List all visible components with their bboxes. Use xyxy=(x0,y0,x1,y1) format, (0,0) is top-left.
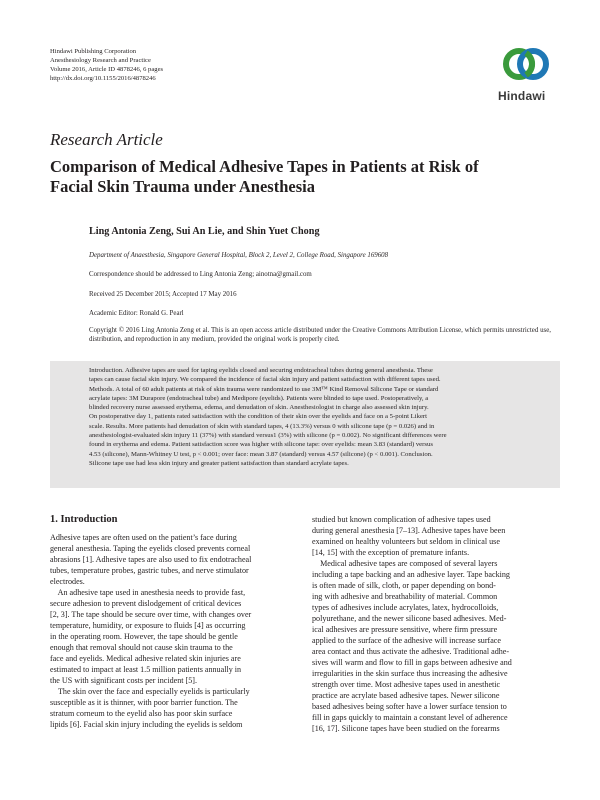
article-type: Research Article xyxy=(50,130,163,149)
body-line: lipids [6]. Facial skin injury including the eyelids is seldom xyxy=(50,720,243,729)
body-line: stratum corneum to the eyelid also has poor skin surface xyxy=(50,709,233,718)
body-line: Medical adhesive tapes are composed of several layers xyxy=(312,559,498,568)
academic-editor: Academic Editor: Ronald G. Pearl xyxy=(89,310,184,317)
body-line: area contact and thus activate the adhesive. Traditional adhe- xyxy=(312,647,510,656)
body-line: in the operating room. However, the tape should be gentle xyxy=(50,632,238,641)
affiliation: Department of Anaesthesia, Singapore General Hospital, Block 2, Level 2, College Road, Singapore 169608 xyxy=(89,252,389,259)
body-line: ical adhesives are pressure sensitive, where firm pressure xyxy=(312,625,498,634)
body-line: the US with significant costs per incident [5]. xyxy=(50,676,198,685)
body-line: general anesthesia. Taping the eyelids closed prevents corneal xyxy=(50,544,251,553)
hindawi-logo-text: Hindawi xyxy=(498,89,546,103)
journal-name: Anesthesiology Research and Practice xyxy=(50,57,151,64)
body-line: applied to the surface of the adhesive will increase surface xyxy=(312,636,501,645)
abstract-line: anesthesiologist-evaluated skin injury 11 (37%) with standard versus1 (3%) with silicone (p = 0.002). No significant differences were xyxy=(89,432,447,440)
copyright-notice: Copyright © 2016 Ling Antonia Zeng et al. This is an open access article distributed under the Creative Commons Attribution License, which permits unrestricted use, distribution, and reproduction in any medium, provided the original work is properly cited. xyxy=(89,327,551,344)
body-line: polyurethane, and the newer silicone based adhesives. Med- xyxy=(312,614,507,623)
body-line: including a tape backing and an adhesive layer. Tape backing xyxy=(312,570,510,579)
body-line: sives will warm and flow to fill in gaps between adhesive and xyxy=(312,658,512,667)
body-line: [16, 17]. Silicone tapes have been studied on the forearms xyxy=(312,724,500,733)
article-title xyxy=(50,157,560,197)
title-line: Comparison of Medical Adhesive Tapes in Patients at Risk of xyxy=(50,157,479,176)
body-line: electrodes. xyxy=(50,577,85,586)
body-line: types of adhesives include acrylates, latex, hydrocolloids, xyxy=(312,603,499,612)
body-column-right xyxy=(312,514,552,734)
abstract-line: acrylate tapes: 3M Durapore (endotracheal tube) and Medipore (eyelids). Patients were blinded to tape used. Postoperatively, a xyxy=(89,394,429,402)
correspondence: Correspondence should be addressed to Ling Antonia Zeng; ainotna@gmail.com xyxy=(89,271,312,278)
body-line: based adhesives being softer have a lower surface tension to xyxy=(312,702,507,711)
section-heading: 1. Introduction xyxy=(50,514,118,525)
abstract-line: On postoperative day 1, patients rated satisfaction with the condition of their skin over the eyelids and face on a 5-point Likert xyxy=(89,413,427,421)
body-line: [2, 3]. The tape should be secure over time, with changes over xyxy=(50,610,252,619)
body-line: susceptible as it is thinner, with poor barrier function. The xyxy=(50,698,238,707)
abstract xyxy=(89,366,551,468)
authors: Ling Antonia Zeng, Sui An Lie, and Shin Yuet Chong xyxy=(89,226,320,237)
abstract-line: found in erythema and edema. Patient satisfaction score was higher with silicone tape: over eyelids: mean 3.83 (standard) versus xyxy=(89,441,433,449)
body-line: Adhesive tapes are often used on the patient’s face during xyxy=(50,533,237,542)
abstract-line: blinded recovery nurse assessed erythema, edema, and denudation of skin. Anesthesiologist in charge also assessed skin injury. xyxy=(89,404,429,412)
body-line: abrasions [1]. Adhesive tapes are also used to fix endotracheal xyxy=(50,555,252,564)
body-line: fill in gaps quickly to maintain a constant level of adherence xyxy=(312,713,508,722)
body-line: during general anesthesia [7–13]. Adhesive tapes have been xyxy=(312,526,506,535)
body-line: practice are acrylate based adhesive tapes. Newer silicone xyxy=(312,691,500,700)
abstract-line: 4.53 (silicone), Mann-Whitney U test, p < 0.001; over face: mean 3.87 (standard) versus 4.57 (silicone) (p < 0.001). Conclusion. xyxy=(89,450,433,458)
body-line: strength over time. Most adhesive tapes used in anesthetic xyxy=(312,680,501,689)
body-line: face and eyelids. Medical adhesive related skin injuries are xyxy=(50,654,241,663)
body-line: estimated to impact at least 1.5 million patients annually in xyxy=(50,665,242,674)
abstract-line: Methods. A total of 60 adult patients at risk of skin trauma were randomized to use 3M™ Kind Removal Silicone Tape or standard xyxy=(89,385,439,393)
body-line: The skin over the face and especially eyelids is particularly xyxy=(50,687,250,696)
body-line: is often made of silk, cloth, or paper depending on bond- xyxy=(312,581,496,590)
body-line: secure adhesion to prevent dislodgement of critical devices xyxy=(50,599,242,608)
journal-publisher: Hindawi Publishing Corporation xyxy=(50,48,137,55)
body-line: irregularities in the skin surface thus increasing the adhesive xyxy=(312,669,508,678)
title-line: Facial Skin Trauma under Anesthesia xyxy=(50,177,315,196)
body-column-left xyxy=(50,514,287,730)
received-accepted-dates: Received 25 December 2015; Accepted 17 May 2016 xyxy=(89,291,237,298)
body-line: An adhesive tape used in anesthesia needs to provide fast, xyxy=(50,588,246,597)
journal-doi[interactable]: http://dx.doi.org/10.1155/2016/4878246 xyxy=(50,75,156,82)
journal-volume: Volume 2016, Article ID 4878246, 6 pages xyxy=(50,66,164,73)
body-line: ing with adhesive and breathability of material. Common xyxy=(312,592,498,601)
body-line: temperature, humidity, or exposure to fluids [4] as occurring xyxy=(50,621,246,630)
body-line: [14, 15] with the exception of premature infants. xyxy=(312,548,470,557)
body-line: examined on healthy volunteers but seldom in clinical use xyxy=(312,537,500,546)
abstract-line: Introduction. Adhesive tapes are used for taping eyelids closed and securing endotracheal tubes during general anesthesia. These xyxy=(89,367,433,374)
body-line: enough that removal should not cause skin trauma to the xyxy=(50,643,233,652)
abstract-line: Silicone tape use had less skin injury and greater patient satisfaction than standard acrylate tapes. xyxy=(89,459,349,467)
journal-info xyxy=(50,47,163,83)
body-line: studied but known complication of adhesive tapes used xyxy=(312,515,491,524)
body-paragraphs-left xyxy=(50,532,287,730)
abstract-line: tapes can cause facial skin injury. We compared the incidence of facial skin injury and patient satisfaction with different tapes used. xyxy=(89,376,441,384)
body-line: tubes, temperature probes, gastric tubes, and nerve stimulator xyxy=(50,566,249,575)
abstract-line: scale. Results. More patients had denudation of skin with standard tapes, 4 (13.3%) versus 0 with silicone tape (p = 0.026) and in xyxy=(89,422,435,430)
